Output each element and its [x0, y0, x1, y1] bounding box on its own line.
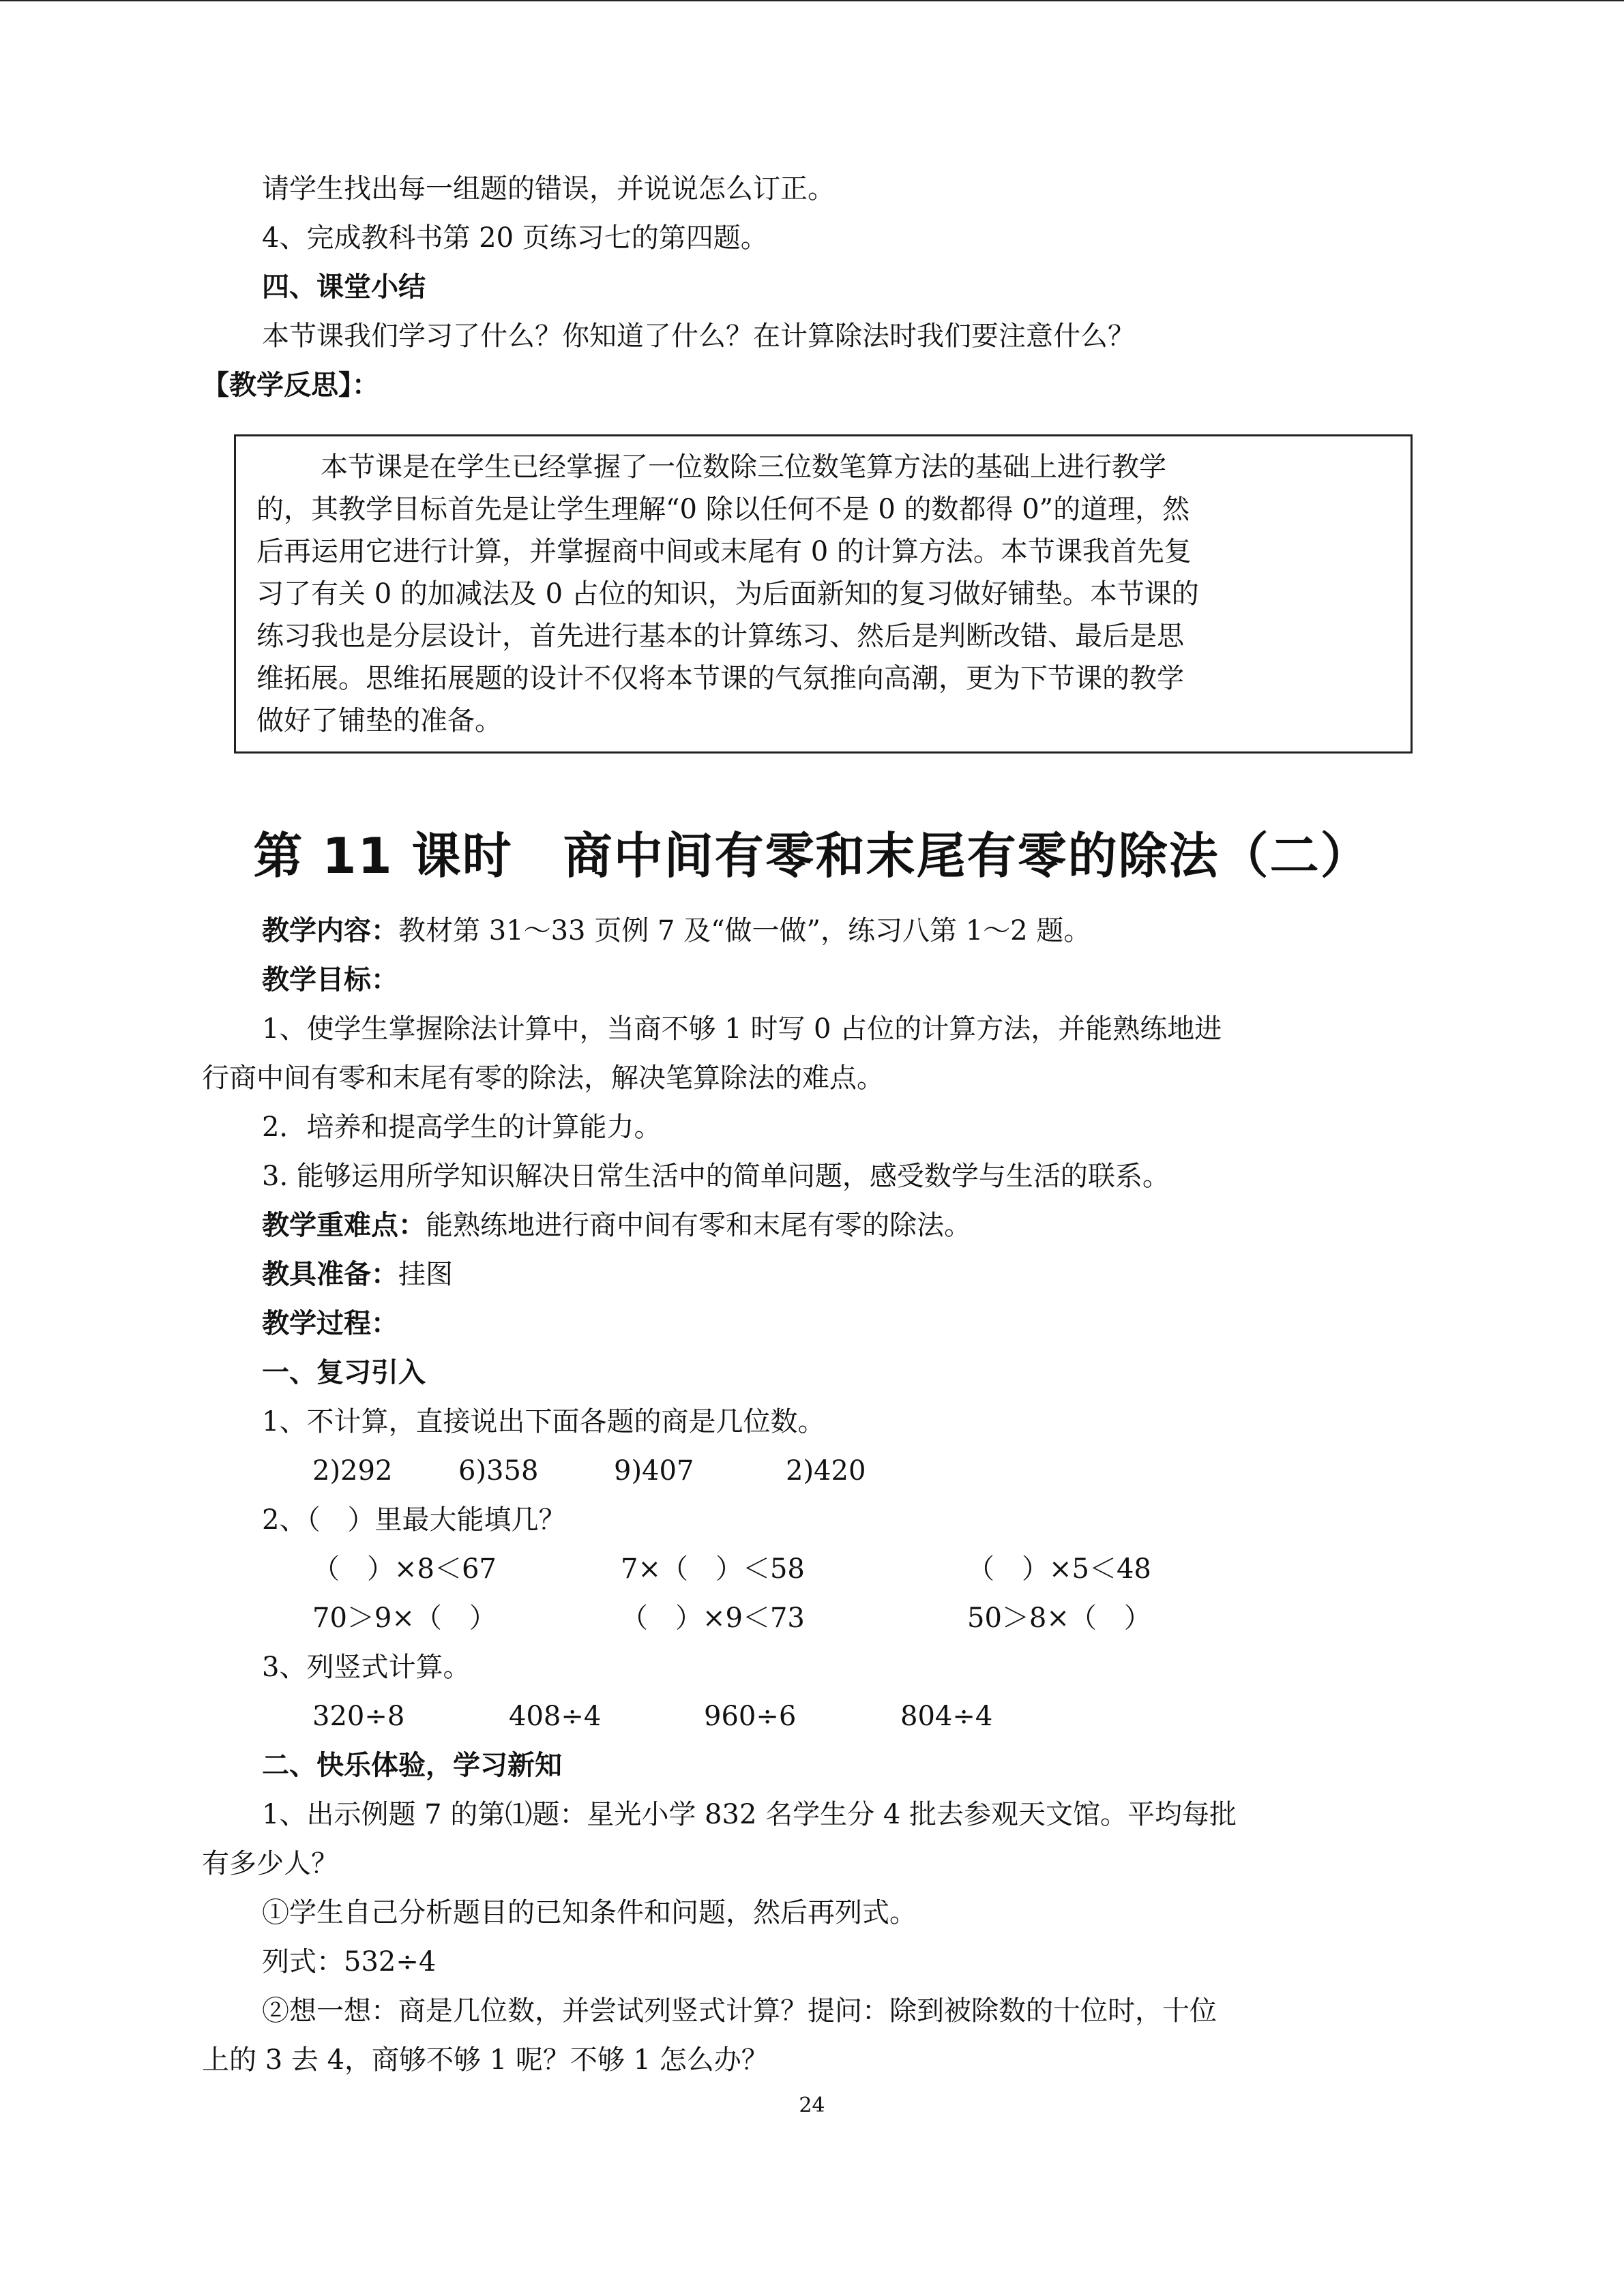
section-heading: 一、复习引入	[262, 1357, 426, 1388]
tools-label: 教具准备：	[262, 1259, 398, 1290]
division-item: 2)292	[312, 1455, 393, 1487]
tools-row	[262, 1256, 453, 1293]
reflection-box	[234, 434, 1413, 754]
question-2: 2、（ ）里最大能填几？	[262, 1504, 566, 1536]
reflection-line: 的，其教学目标首先是让学生理解“0 除以任何不是 0 的数都得 0”的道理，然	[256, 494, 1190, 525]
content-text: 教材第 31～33 页例 7 及“做一做”，练习八第 1～2 题。	[398, 915, 1091, 946]
step-1: ①学生自己分析题目的已知条件和问题，然后再列式。	[262, 1897, 917, 1928]
section-heading: 四、课堂小结	[262, 271, 426, 303]
goal-1-cont: 行商中间有零和末尾有零的除法，解决笔算除法的难点。	[202, 1062, 884, 1094]
content-label: 教学内容：	[262, 915, 398, 946]
tools-text: 挂图	[398, 1259, 453, 1290]
lesson-title: 第 11 课时 商中间有零和末尾有零的除法（二）	[253, 827, 1371, 884]
fill-blank-item: 70＞9×（ ）	[312, 1602, 497, 1634]
paragraph: 4、完成教科书第 20 页练习七的第四题。	[262, 222, 768, 254]
reflection-label: 【教学反思】：	[202, 370, 379, 401]
calc-item: 408÷4	[509, 1701, 602, 1732]
question-1: 1、不计算，直接说出下面各题的商是几位数。	[262, 1406, 825, 1437]
step-2-cont: 上的 3 去 4，商够不够 1 呢？不够 1 怎么办？	[202, 2044, 769, 2076]
process-label: 教学过程：	[262, 1308, 398, 1339]
paragraph: 本节课我们学习了什么？你知道了什么？在计算除法时我们要注意什么？	[262, 320, 1135, 352]
fill-blank-item: 50＞8×（ ）	[967, 1602, 1151, 1634]
section-heading: 二、快乐体验，学习新知	[262, 1750, 562, 1781]
key-row	[262, 1207, 971, 1244]
step-2: ②想一想：商是几位数，并尝试列竖式计算？提问：除到被除数的十位时，十位	[262, 1995, 1217, 2027]
goal-3: 3. 能够运用所学知识解决日常生活中的简单问题，感受数学与生活的联系。	[262, 1161, 1170, 1192]
goal-2: 2．培养和提高学生的计算能力。	[262, 1112, 662, 1143]
fill-blank-item: （ ）×5＜48	[967, 1553, 1151, 1585]
reflection-line: 练习我也是分层设计，首先进行基本的计算练习、然后是判断改错、最后是思	[256, 621, 1184, 652]
reflection-line: 后再运用它进行计算，并掌握商中间或末尾有 0 的计算方法。本节课我首先复	[256, 536, 1192, 567]
fill-blank-item: 7×（ ）＜58	[621, 1553, 805, 1585]
fill-blank-item: （ ）×8＜67	[312, 1553, 497, 1585]
reflection-line: 维拓展。思维拓展题的设计不仅将本节课的气氛推向高潮，更为下节课的教学	[256, 663, 1184, 694]
fill-blank-item: （ ）×9＜73	[621, 1602, 805, 1634]
goals-label: 教学目标：	[262, 964, 398, 996]
reflection-line: 做好了铺垫的准备。	[256, 705, 502, 736]
calc-item: 960÷6	[704, 1701, 797, 1732]
page-number: 24	[799, 2093, 825, 2117]
example-1-cont: 有多少人？	[202, 1848, 338, 1879]
division-item: 9)407	[614, 1455, 694, 1487]
division-item: 6)358	[458, 1455, 539, 1487]
paragraph: 请学生找出每一组题的错误，并说说怎么订正。	[262, 173, 835, 205]
top-rule	[0, 0, 1624, 1]
goal-1: 1、使学生掌握除法计算中，当商不够 1 时写 0 占位的计算方法，并能熟练地进	[262, 1013, 1222, 1045]
question-3: 3、列竖式计算。	[262, 1652, 471, 1683]
formula: 列式：532÷4	[262, 1946, 437, 1978]
key-label: 教学重难点：	[262, 1210, 426, 1241]
reflection-line: 习了有关 0 的加减法及 0 占位的知识，为后面新知的复习做好铺垫。本节课的	[256, 578, 1199, 610]
calc-item: 804÷4	[900, 1701, 993, 1732]
content-row	[262, 912, 1091, 949]
calc-item: 320÷8	[312, 1701, 405, 1732]
reflection-line: 本节课是在学生已经掌握了一位数除三位数笔算方法的基础上进行教学	[321, 451, 1166, 483]
example-1: 1、出示例题 7 的第⑴题：星光小学 832 名学生分 4 批去参观天文馆。平均每批	[262, 1799, 1237, 1830]
key-text: 能熟练地进行商中间有零和末尾有零的除法。	[426, 1210, 971, 1241]
division-item: 2)420	[786, 1455, 866, 1487]
